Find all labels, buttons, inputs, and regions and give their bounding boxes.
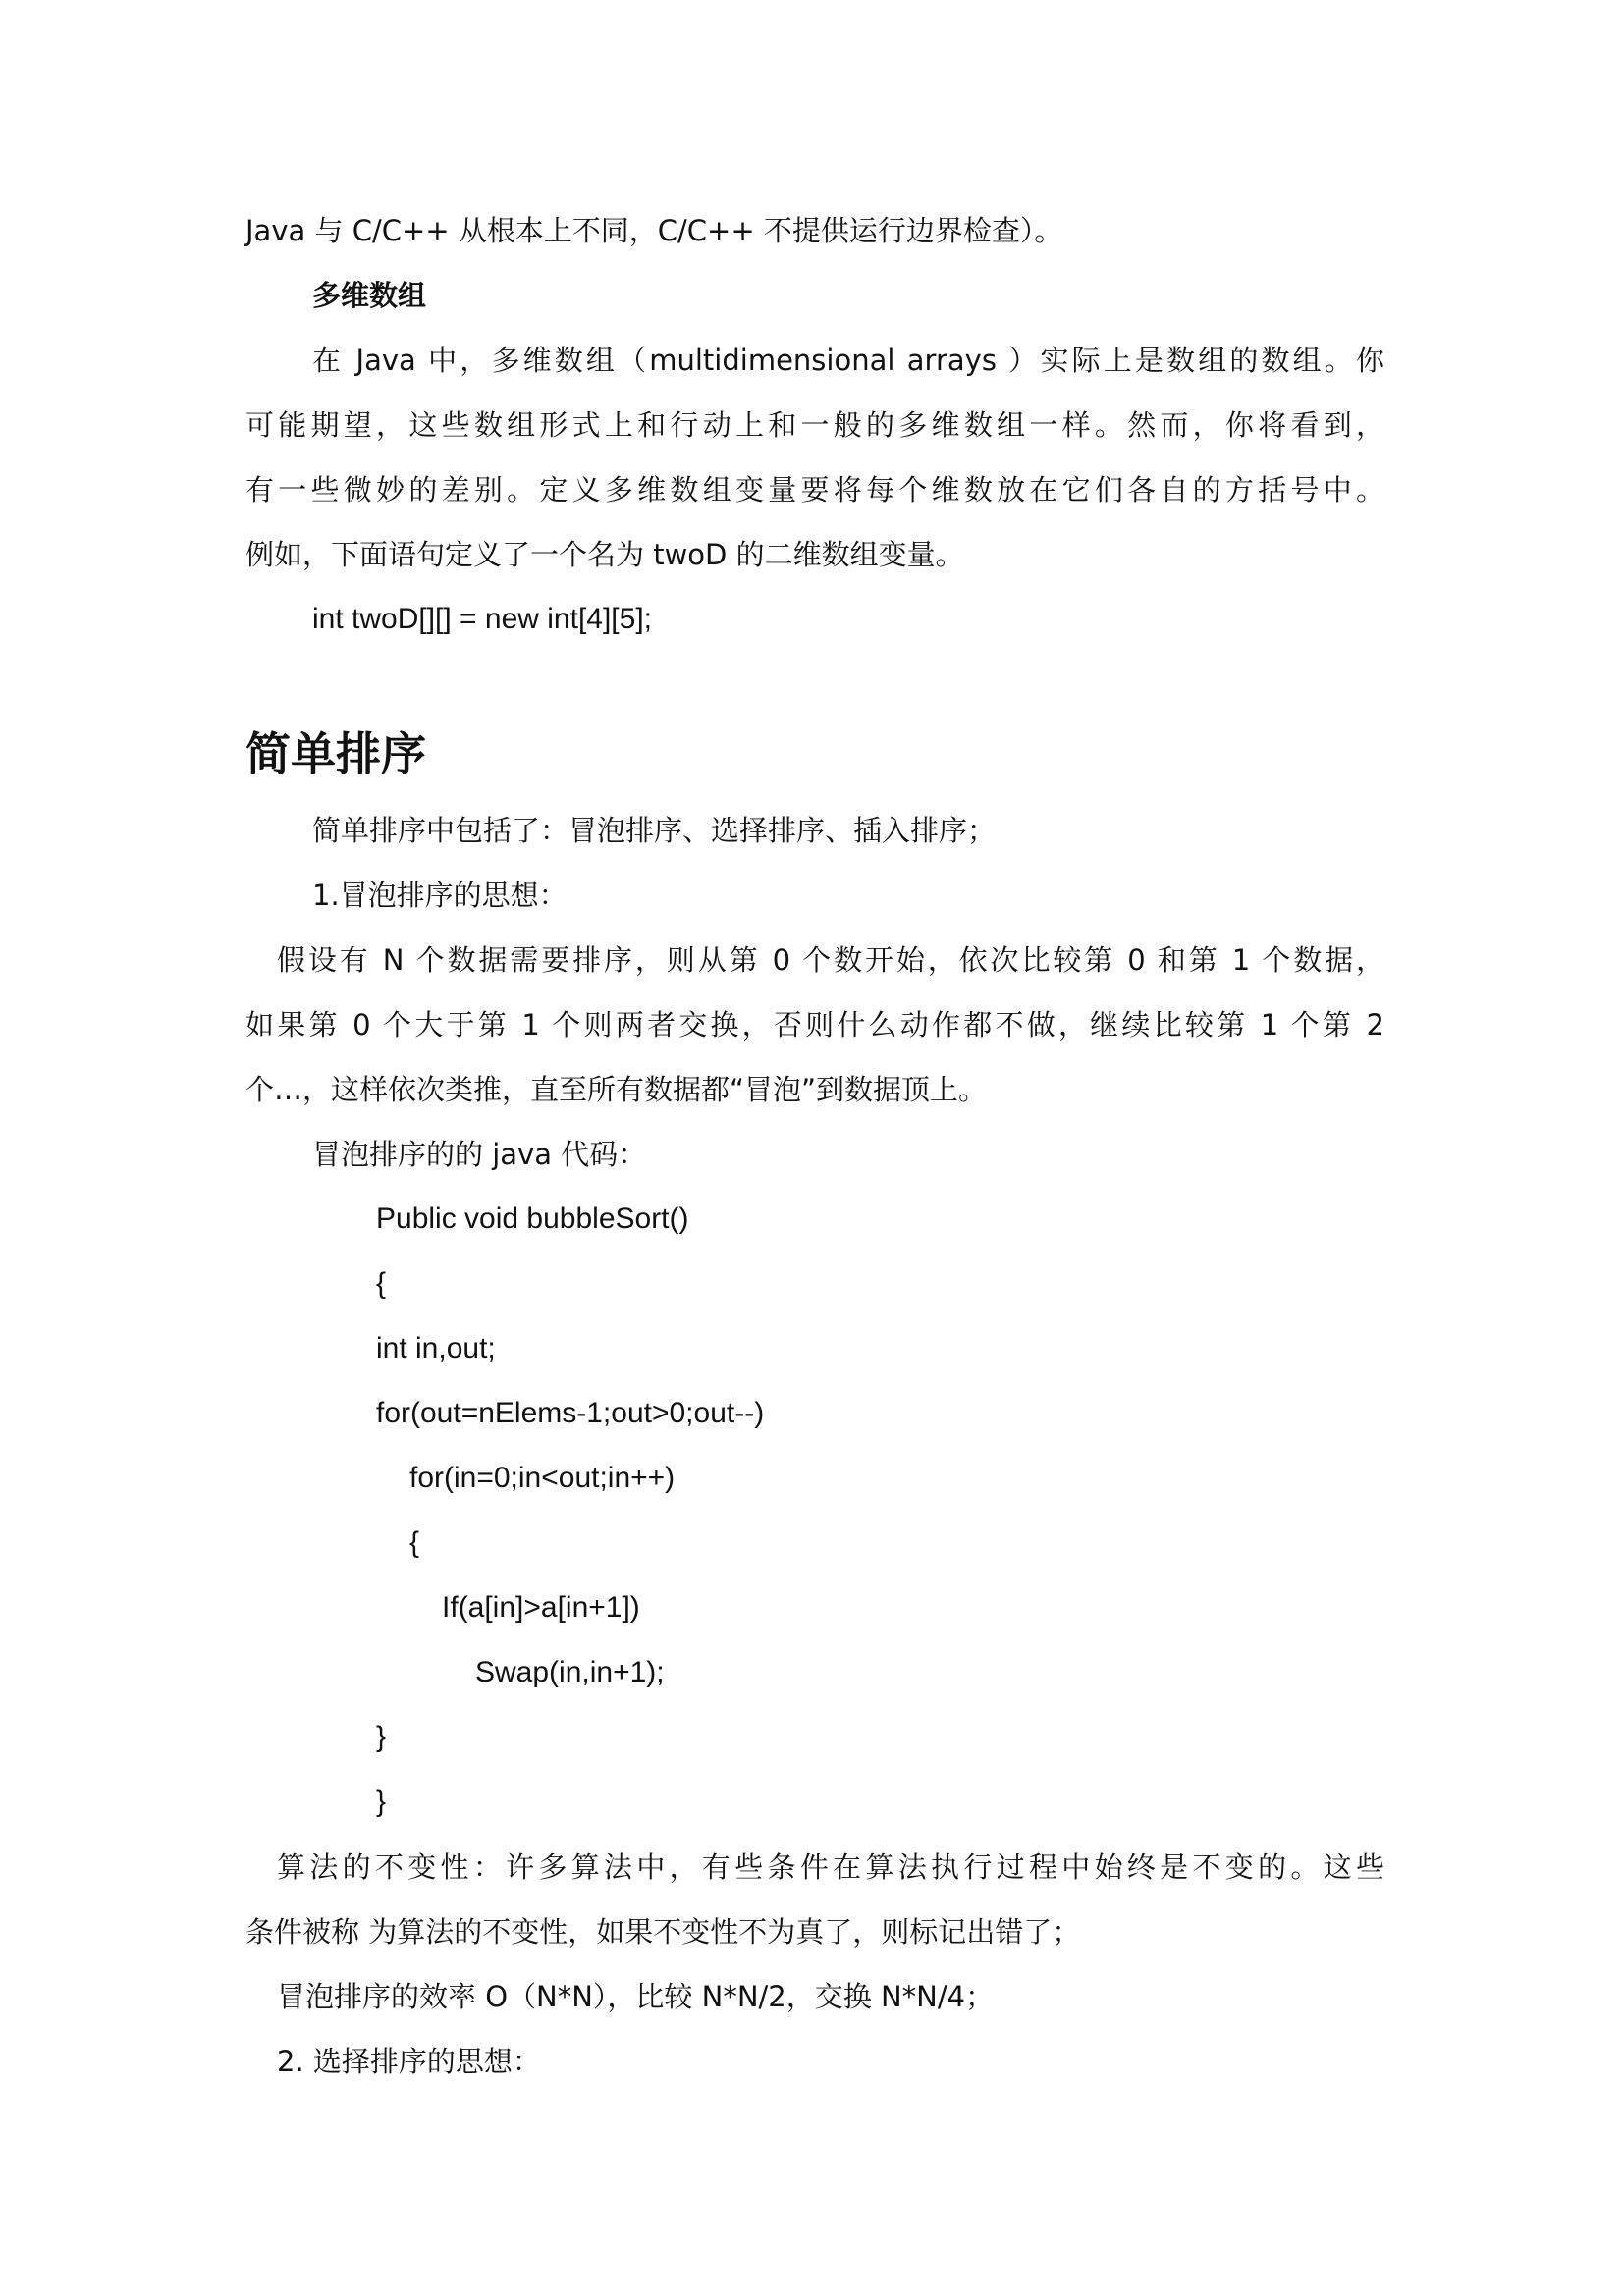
code-line-4: for(out=nElems-1;out>0;out--) bbox=[376, 1397, 765, 1429]
paragraph-line-2: 可能期望，这些数组形式上和行动上和一般的多维数组一样。然而，你将看到， bbox=[245, 408, 1384, 442]
paragraph-line-3: 有一些微妙的差别。定义多维数组变量要将每个维数放在它们各自的方括号中。 bbox=[245, 473, 1384, 507]
section-heading-simple-sort: 简单排序 bbox=[245, 727, 426, 780]
code-line-3: int in,out; bbox=[376, 1332, 496, 1364]
bubble-efficiency: 冒泡排序的效率 O（N*N），比较 N*N/2，交换 N*N/4； bbox=[277, 1980, 995, 2013]
paragraph-line-4: 例如，下面语句定义了一个名为 twoD 的二维数组变量。 bbox=[245, 538, 964, 571]
code-line-5: for(in=0;in<out;in++) bbox=[409, 1462, 676, 1494]
code-line-1: Public void bubbleSort() bbox=[376, 1202, 689, 1235]
code-line-9: } bbox=[376, 1721, 387, 1753]
bubble-desc-line-2: 如果第 0 个大于第 1 个则两者交换，否则什么动作都不做，继续比较第 1 个第 2 bbox=[245, 1008, 1384, 1041]
bubble-desc-line-3: 个…，这样依次类推，直至所有数据都“冒泡”到数据顶上。 bbox=[245, 1073, 988, 1106]
continuation-line: Java 与 C/C++ 从根本上不同，C/C++ 不提供运行边界检查）。 bbox=[245, 214, 1063, 247]
selection-sort-title: 2. 选择排序的思想： bbox=[277, 2045, 541, 2078]
bubble-desc-line-1: 假设有 N 个数据需要排序，则从第 0 个数开始，依次比较第 0 和第 1 个数据， bbox=[277, 943, 1384, 977]
invariant-line-2: 条件被称 为算法的不变性，如果不变性不为真了，则标记出错了； bbox=[245, 1915, 1081, 1949]
bubble-sort-title: 1.冒泡排序的思想： bbox=[312, 879, 568, 912]
code-line-10: } bbox=[376, 1786, 387, 1818]
sort-intro: 简单排序中包括了：冒泡排序、选择排序、插入排序； bbox=[312, 814, 997, 847]
code-line-8: Swap(in,in+1); bbox=[475, 1656, 665, 1688]
code-line-6: { bbox=[409, 1526, 420, 1559]
code-line-2: { bbox=[376, 1267, 387, 1300]
array-declaration-code: int twoD[][] = new int[4][5]; bbox=[312, 603, 652, 635]
invariant-line-1: 算法的不变性：许多算法中，有些条件在算法执行过程中始终是不变的。这些 bbox=[277, 1850, 1384, 1884]
java-code-label: 冒泡排序的的 java 代码： bbox=[312, 1138, 647, 1171]
subheading-multidimensional-arrays: 多维数组 bbox=[312, 279, 427, 312]
code-line-7: If(a[in]>a[in+1]) bbox=[442, 1591, 640, 1624]
paragraph-line-1: 在 Java 中，多维数组（multidimensional arrays ）实际上是数组的数组。你 bbox=[312, 344, 1384, 377]
